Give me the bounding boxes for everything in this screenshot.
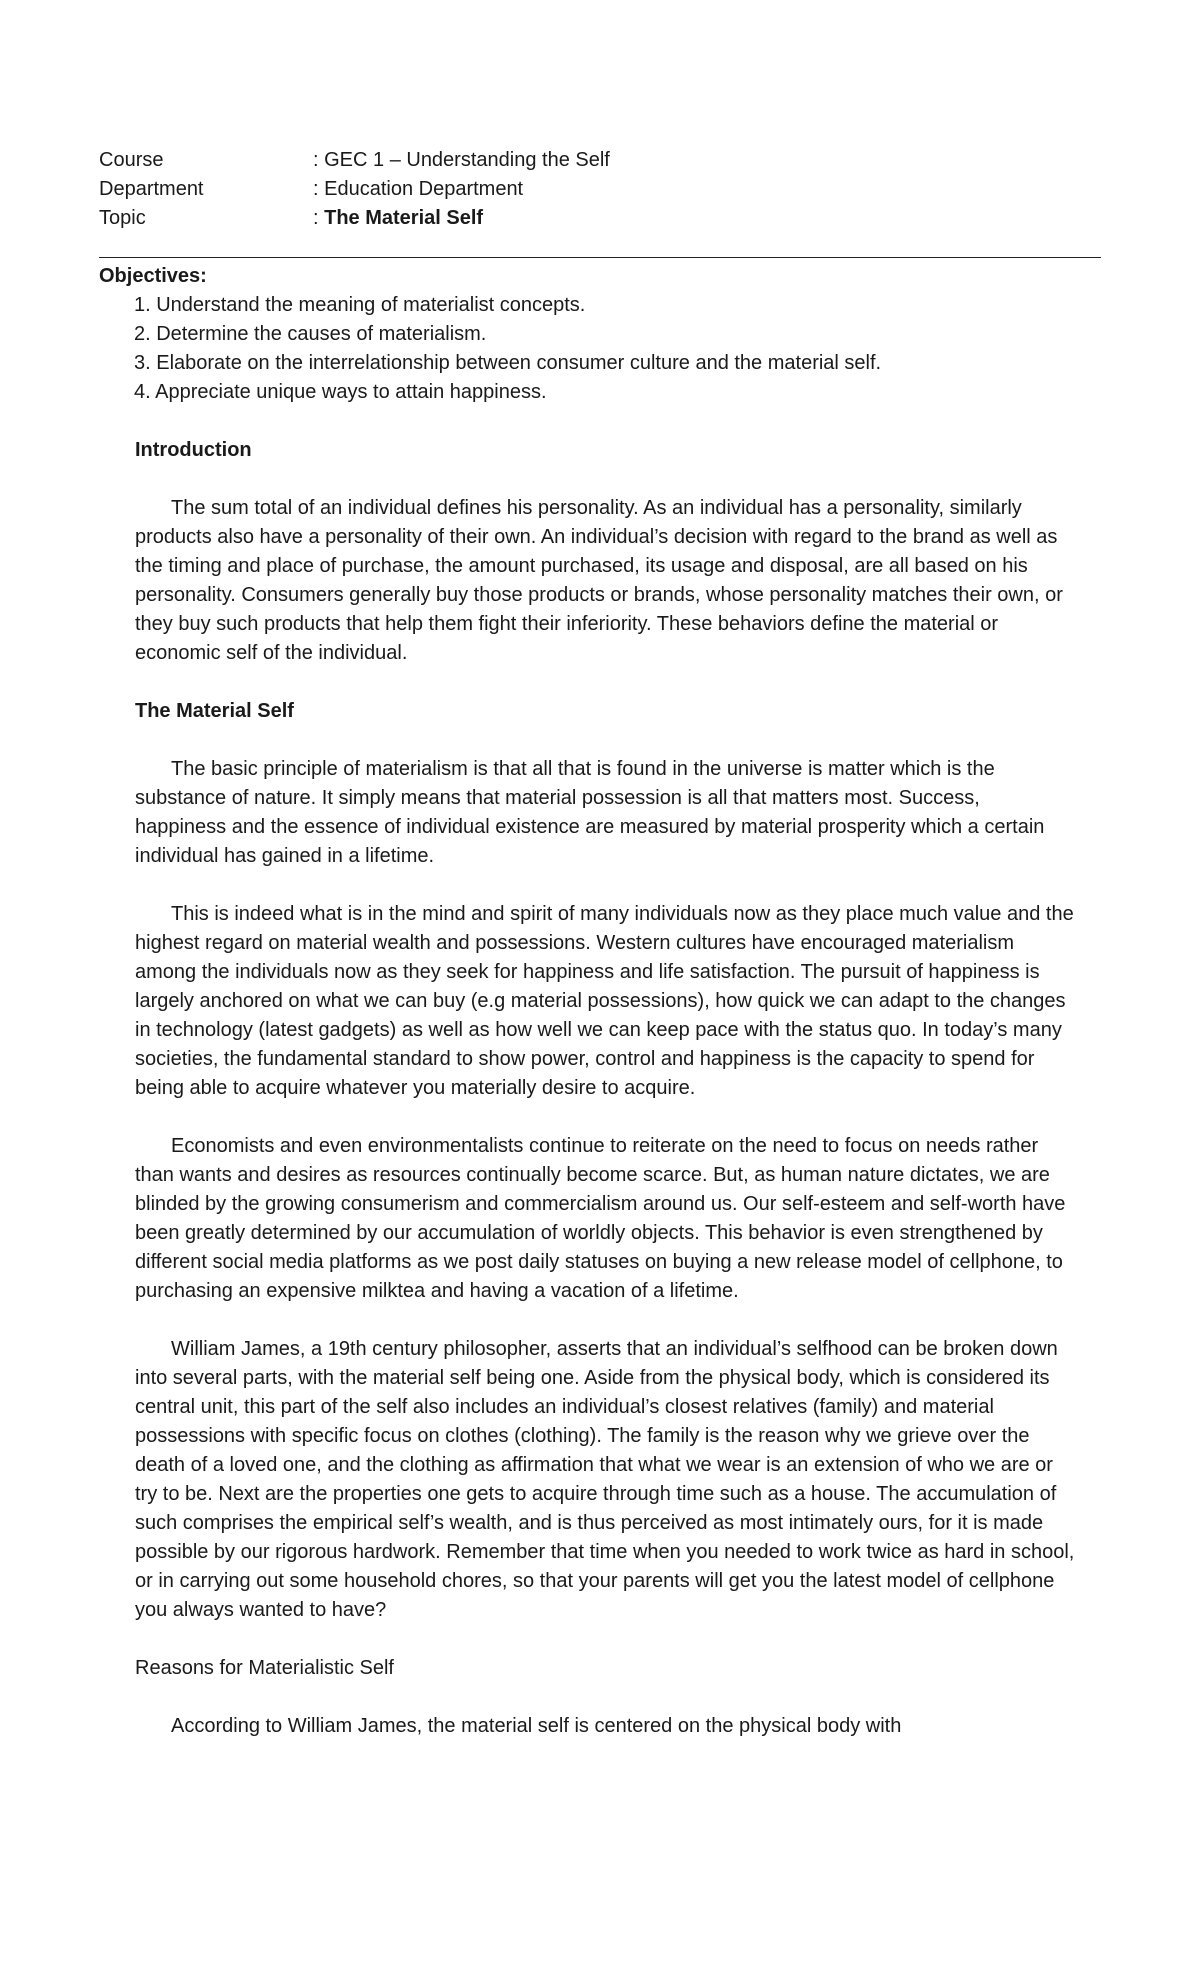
reasons-heading: Reasons for Materialistic Self (135, 1657, 394, 1679)
department-value: : Education Department (313, 178, 524, 200)
objective-item: 2. Determine the causes of materialism. (134, 323, 487, 345)
department-label: Department (99, 178, 204, 200)
introduction-heading: Introduction (135, 439, 252, 461)
course-label: Course (99, 149, 164, 171)
introduction-paragraph: The sum total of an individual defines his personality. As an individual has a personality, similarly products also have a personality of their own. An individual’s decision with regard to the brand as well as the timing and place of purchase, the amount purchased, its usage and disposal, are all based on his personality. Consumers generally buy those products or brands, whose personality matches their own, or they buy such products that help them fight their inferiority. These behaviors define the material or economic self of the individual. (135, 497, 1063, 664)
header-row-department (99, 175, 1099, 204)
topic-value-bold: The Material Self (324, 207, 484, 229)
topic-label: Topic (99, 207, 146, 229)
material-self-paragraph-4: William James, a 19th century philosopher, asserts that an individual’s selfhood can be broken down into several parts, with the material self being one. Aside from the physical body, which is considered its central unit, this part of the self also includes an individual’s closest relatives (family) and material possessions with specific focus on clothes (clothing). The family is the reason why we grieve over the death of a loved one, and the clothing as affirmation that what we wear is an extension of who we are or try to be. Next are the properties one gets to acquire through time such as a house. The accumulation of such comprises the empirical self’s wealth, and is thus perceived as most intimately ours, for it is made possible by our rigorous hardwork. Remember that time when you needed to work twice as hard in school, or in carrying out some household chores, so that your parents will get you the latest model of cellphone you always wanted to have? (135, 1338, 1075, 1621)
document-body (135, 436, 1075, 1770)
material-self-paragraph-1: The basic principle of materialism is that all that is found in the universe is matter which is the substance of nature. It simply means that material possession is all that matters most. Success, happiness and the essence of individual existence are measured by material prosperity which a certain individual has gained in a lifetime. (135, 758, 1045, 867)
header-divider (99, 257, 1101, 258)
document-header (99, 146, 1099, 233)
reasons-paragraph: According to William James, the material self is centered on the physical body with (171, 1715, 902, 1737)
topic-value (313, 204, 483, 233)
course-value: : GEC 1 – Understanding the Self (313, 149, 610, 171)
material-self-paragraph-3: Economists and even environmentalists continue to reiterate on the need to focus on needs rather than wants and desires as resources continually become scarce. But, as human nature dictates, we are blinded by the growing consumerism and commercialism around us. Our self-esteem and self-worth have been greatly determined by our accumulation of worldly objects. This behavior is even strengthened by different social media platforms as we post daily statuses on buying a new release model of cellphone, to purchasing an expensive milktea and having a vacation of a lifetime. (135, 1135, 1066, 1302)
header-row-topic (99, 204, 1099, 233)
objective-item: 3. Elaborate on the interrelationship between consumer culture and the material self. (134, 352, 882, 374)
material-self-heading: The Material Self (135, 700, 294, 722)
header-row-course (99, 146, 1099, 175)
objectives-heading: Objectives: (99, 265, 207, 287)
objective-item: 4. Appreciate unique ways to attain happiness. (134, 381, 547, 403)
topic-value-prefix: : (313, 207, 325, 229)
material-self-paragraph-2: This is indeed what is in the mind and spirit of many individuals now as they place much value and the highest regard on material wealth and possessions. Western cultures have encouraged materialism among the individuals now as they seek for happiness and life satisfaction. The pursuit of happiness is largely anchored on what we can buy (e.g material possessions), how quick we can adapt to the changes in technology (latest gadgets) as well as how well we can keep pace with the status quo. In today’s many societies, the fundamental standard to show power, control and happiness is the capacity to spend for being able to acquire whatever you materially desire to acquire. (135, 903, 1074, 1099)
objective-item: 1. Understand the meaning of materialist concepts. (134, 294, 586, 316)
objectives-list (134, 291, 1094, 407)
